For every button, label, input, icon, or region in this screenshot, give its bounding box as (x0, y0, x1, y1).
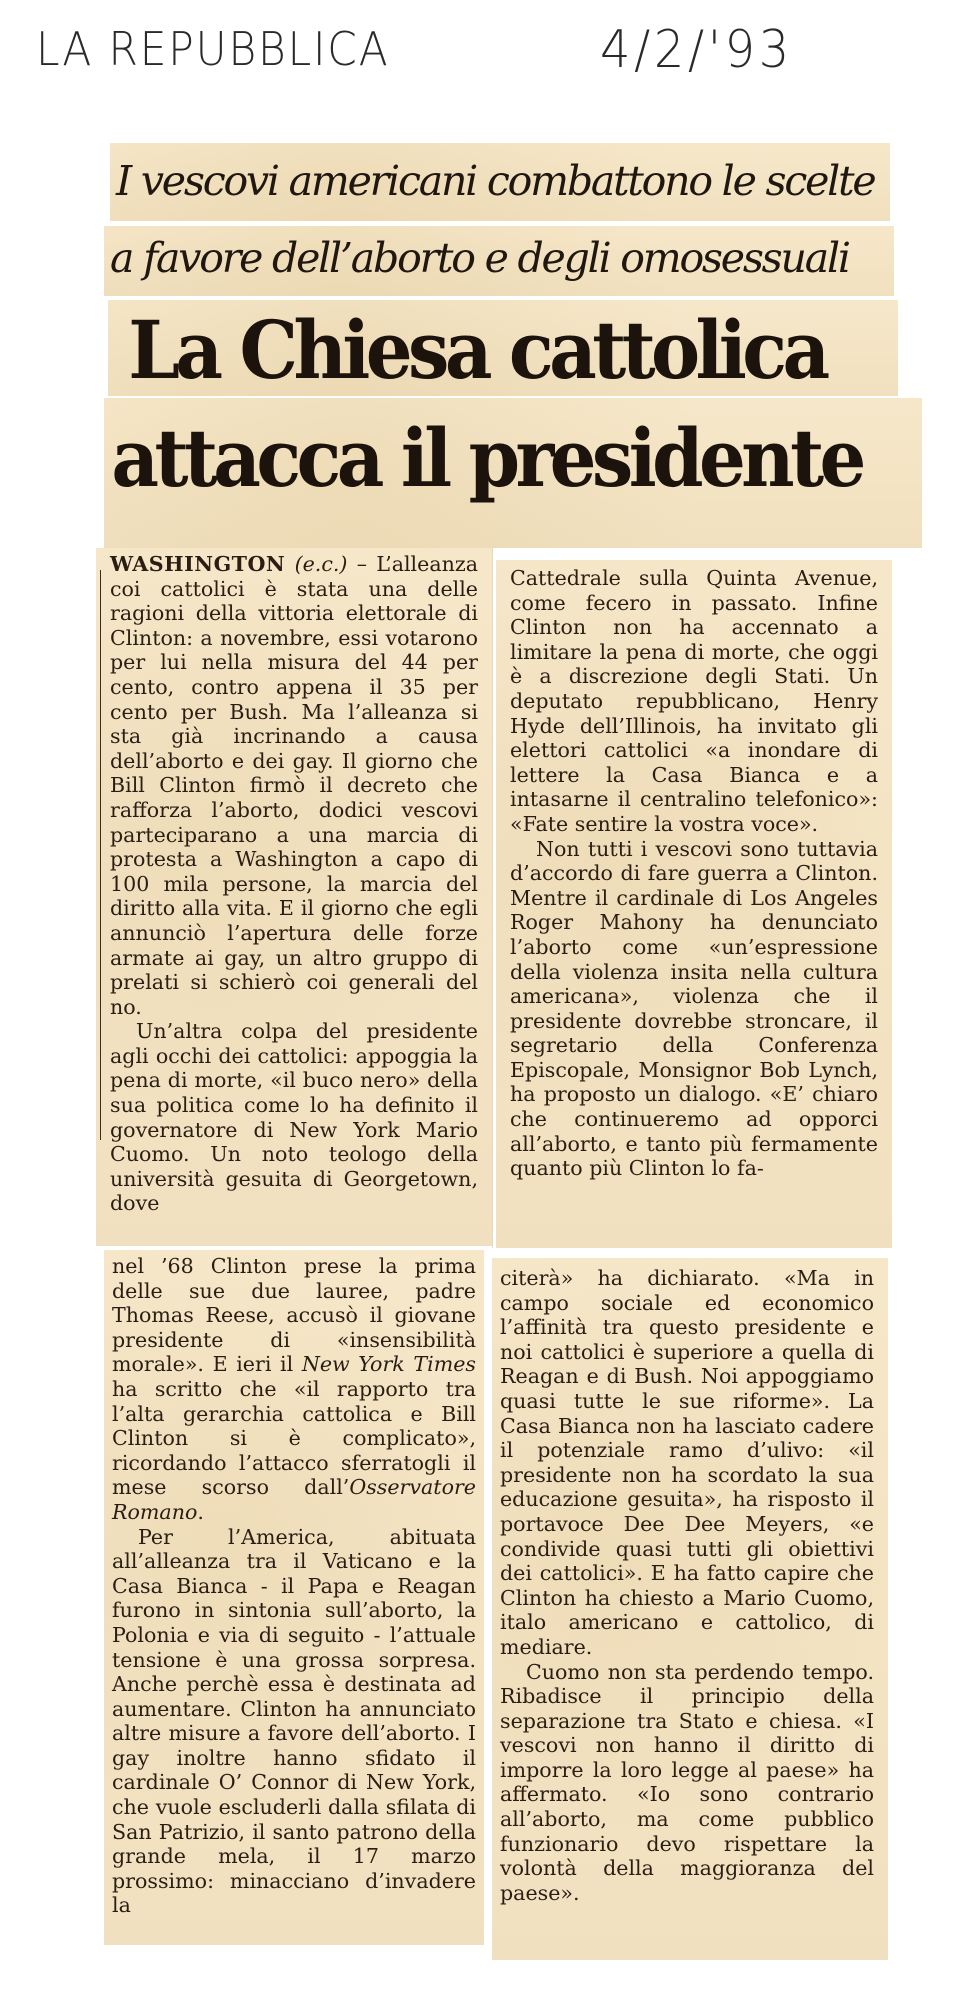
column-divider (492, 548, 493, 1248)
column-divider (100, 570, 101, 1140)
column-1-bottom-clip (104, 1250, 484, 1945)
kicker-line-1: I vescovi americani combattono le scelte (116, 157, 875, 205)
column-2-top (496, 560, 892, 1181)
handwritten-date: 4/2/'93 (600, 20, 793, 80)
column-1-top (96, 548, 492, 1216)
headline-clip-2 (104, 398, 922, 548)
paragraph: Un’altra colpa del presidente agli occhi dei cattolici: appoggia la pena di morte, «il buco nero» della sua politica come lo ha definito il governatore di New York Mario Cuomo. Un noto teologo della università gesuita di Georgetown, dove (110, 1019, 478, 1216)
paragraph-text: – L’alleanza coi cattolici è stata una delle ragioni della vittoria elettorale di Clinton: a novembre, essi votarono per lui nella misura del 44 per cento, contro appena il 35 per cento per Bush. Ma l’alleanza si sta già incrinando a causa dell’aborto e dei gay. Il giorno che Bill Clinton firmò il decreto che rafforza l’aborto, dodici vescovi parteciparano a una marcia di protesta a Washington a capo di 100 mila persone, la marcia del diritto alla vita. E il giorno che egli annunciò l’apertura delle forze armate ai gay, un altro gruppo di prelati si schierò coi generali del no. (110, 552, 478, 1019)
publication-name: New York Times (301, 1352, 476, 1377)
byline: (e.c.) (294, 552, 348, 576)
kicker-line-2: a favore dell’aborto e degli omosessuali (110, 234, 849, 282)
column-2-top-clip (496, 560, 892, 1248)
paragraph: Non tutti i vescovi sono tuttavia d’accordo di fare guerra a Clinton. Mentre il cardinale di Los Angeles Roger Mahony ha denunciato l’aborto come «un’espressione della violenza insita nella cultura americana», violenza che il presidente dovrebbe stroncare, il segretario della Conferenza Episcopale, Monsignor Bob Lynch, ha proposto un dialogo. «E’ chiaro che continueremo ad opporci all’aborto, e tanto più fermamente quanto più Clinton lo fa- (510, 836, 878, 1181)
paragraph: nel ’68 Clinton prese la prima delle sue due lauree, padre Thomas Reese, accusò il giovane presidente di «insensibilità morale». E ieri il New York Times ha scritto che «il rapporto tra l’alta gerarchia cattolica e Bill Clinton si è complicato», ricordando l’attacco sferratogli il mese scorso dall’Osservatore Romano. (112, 1254, 476, 1524)
paragraph (110, 552, 478, 1019)
headline-line-2: attacca il presidente (111, 411, 862, 505)
kicker-clip-1 (110, 143, 890, 221)
column-2-bottom-clip (492, 1258, 888, 1960)
headline-line-1: La Chiesa cattolica (128, 303, 826, 397)
paragraph: Cuomo non sta perdendo tempo. Ribadisce il principio della separazione tra Stato e chiesa. «I vescovi non hanno il diritto di imporre la loro legge al paese» ha affermato. «Io sono contrario all’aborto, ma come pubblico funzionario devo rispettare la volontà della maggioranza del paese». (500, 1659, 874, 1905)
column-1-bottom (104, 1250, 484, 1918)
headline-clip-1 (108, 300, 898, 396)
paragraph: citerà» ha dichiarato. «Ma in campo sociale ed economico l’affinità tra questo presidente e noi cattolici è superiore a quella di Reagan e di Bush. Noi appoggiamo quasi tutte le sue riforme». La Casa Bianca non ha lasciato cadere il potenziale ramo d’ulivo: «il presidente non ha scordato la sua educazione gesuita», ha risposto il portavoce Dee Dee Meyers, «e condivide quasi tutti gli obiettivi dei cattolici». E ha fatto capire che Clinton ha chiesto a Mario Cuomo, italo americano e cattolico, di mediare. (500, 1266, 874, 1659)
kicker-clip-2 (104, 226, 894, 296)
column-2-bottom (492, 1258, 888, 1905)
publication-name: Osservatore Romano (112, 1475, 476, 1524)
handwritten-newspaper-name: LA REPUBBLICA (36, 22, 390, 76)
dateline: WASHINGTON (110, 552, 286, 576)
paragraph: Cattedrale sulla Quinta Avenue, come fecero in passato. Infine Clinton non ha accennato a limitare la pena di morte, che oggi è a discrezione degli Stati. Un deputato repubblicano, Henry Hyde dell’Illinois, ha invitato gli elettori cattolici «a inondare di lettere la Casa Bianca e a intasarne il centralino telefonico»: «Fate sentire la vostra voce». (510, 566, 878, 836)
column-1-top-clip (96, 548, 492, 1246)
paragraph: Per l’America, abituata all’alleanza tra il Vaticano e la Casa Bianca - il Papa e Reagan furono in sintonia sull’aborto, la Polonia e via di seguito - l’attuale tensione è una grossa sorpresa. Anche perchè essa è destinata ad aumentare. Clinton ha annunciato altre misure a favore dell’aborto. I gay inoltre hanno sfidato il cardinale O’ Connor di New York, che vuole escluderli dalla sfilata di San Patrizio, il santo patrono della grande mela, il 17 marzo prossimo: minacciano d’invadere la (112, 1524, 476, 1918)
